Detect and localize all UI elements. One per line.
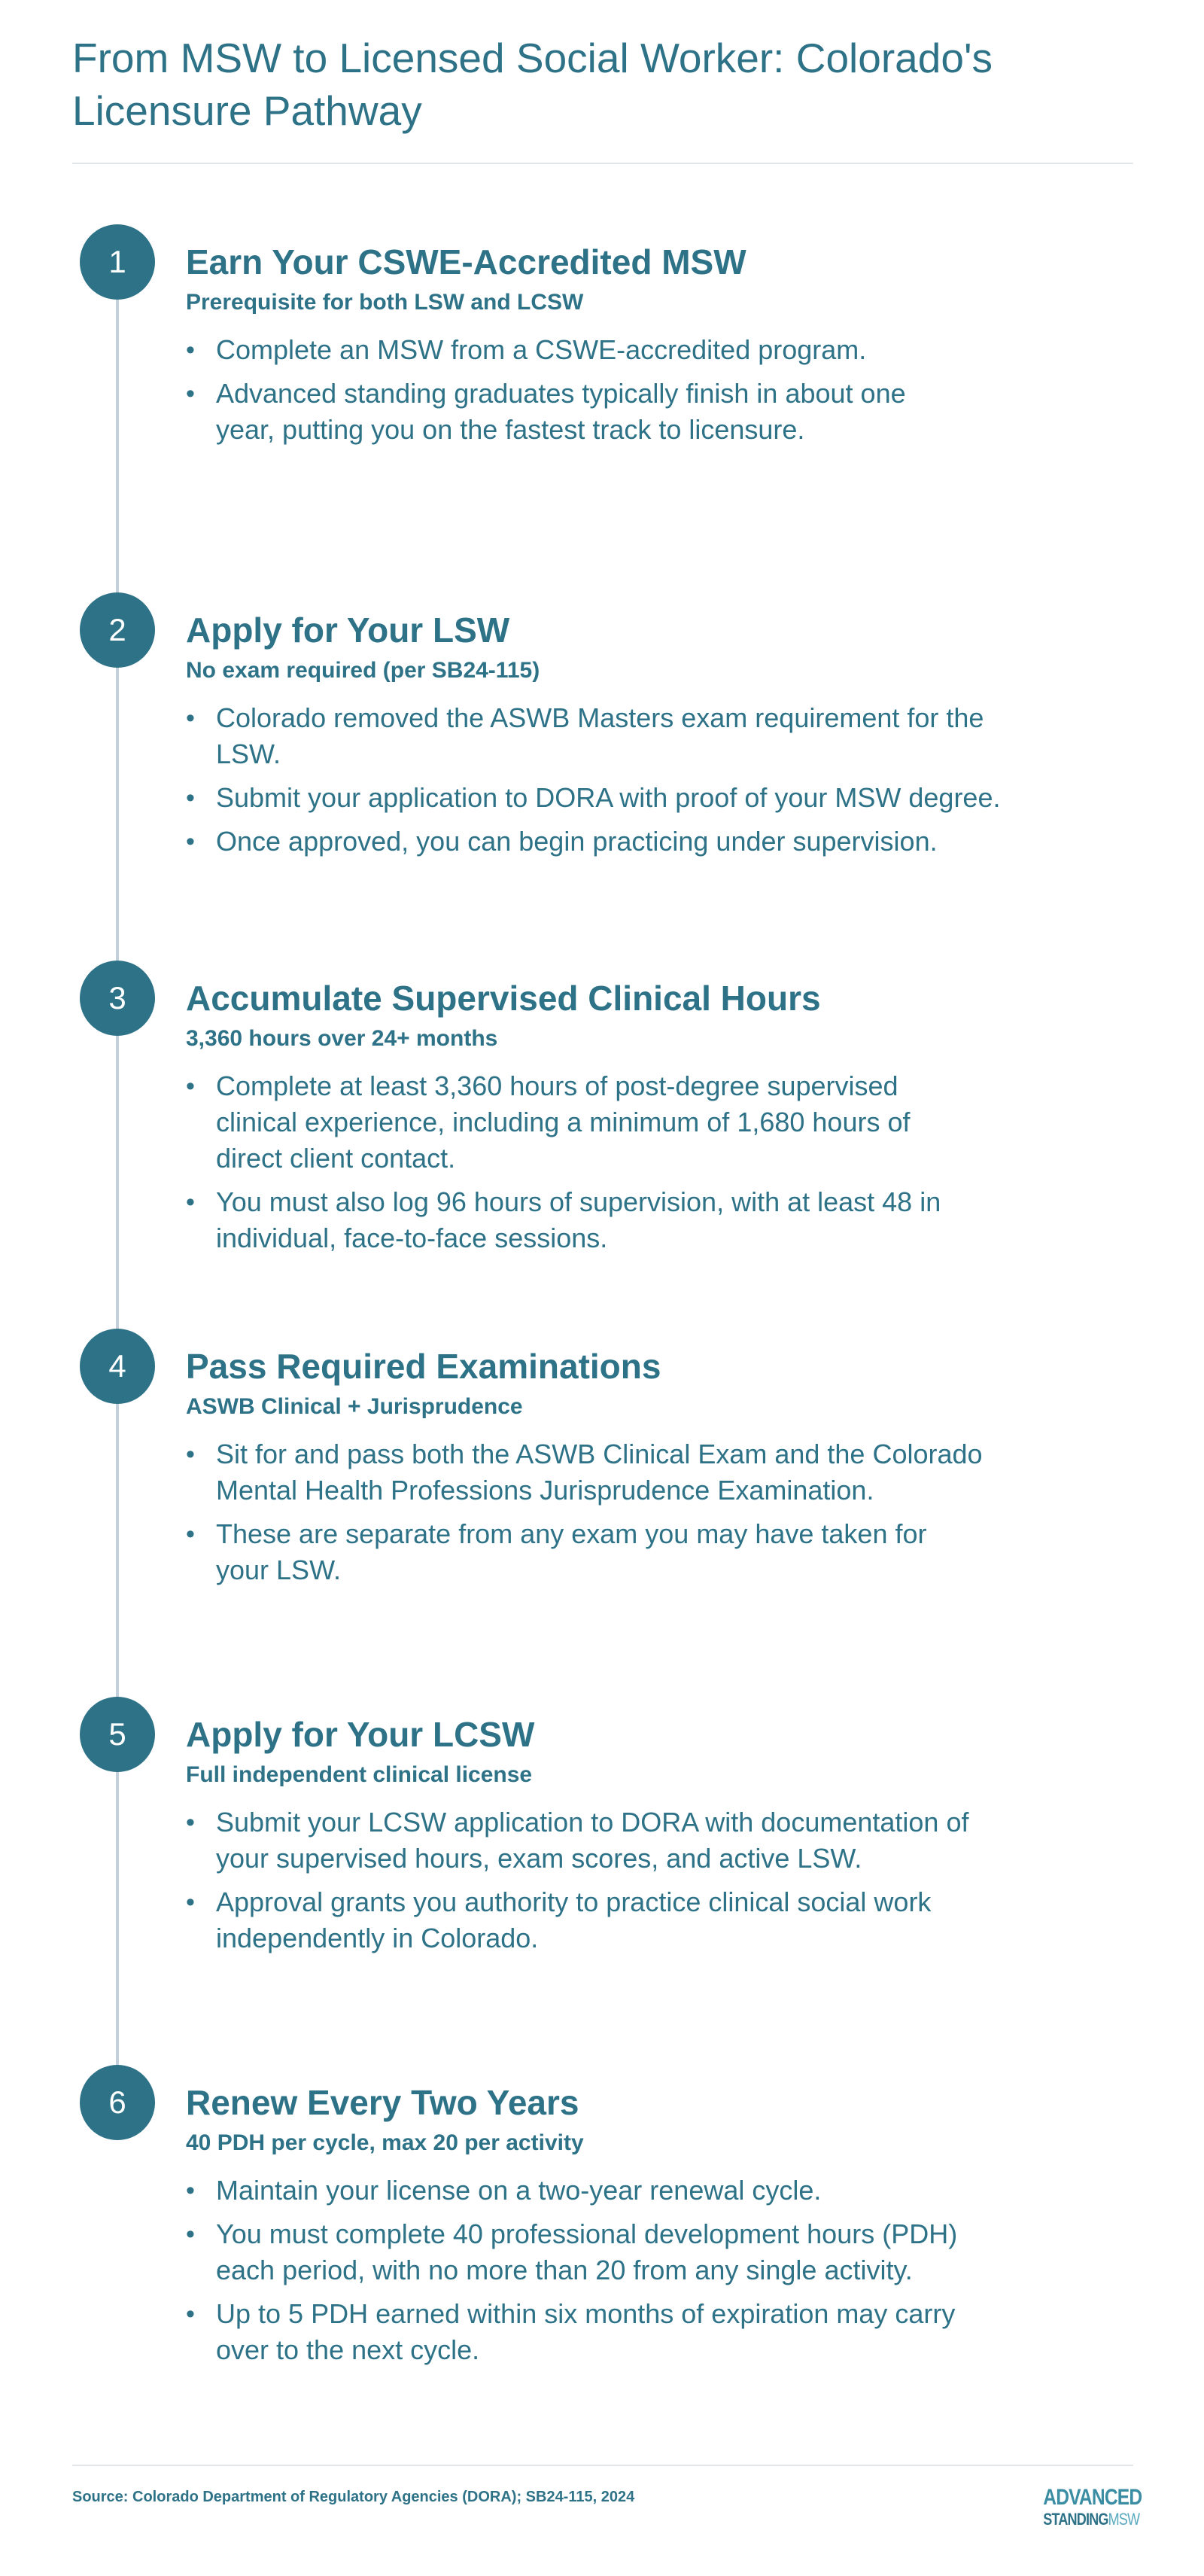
logo-line-1: ADVANCED xyxy=(1043,2485,1142,2510)
bullet-item: • You must also log 96 hours of supervision, with at least 48 in individual, face-to-face sessions. xyxy=(186,1184,968,1256)
step-number-badge: 5 xyxy=(80,1697,155,1772)
page-title: From MSW to Licensed Social Worker: Colorado's Licensure Pathway xyxy=(72,35,993,134)
step-number-badge: 2 xyxy=(80,592,155,668)
bullet-item: • Colorado removed the ASWB Masters exam requirement for the LSW. xyxy=(186,700,1014,772)
bullet-item: • Advanced standing graduates typically finish in about one year, putting you on the fastest track to licensure. xyxy=(186,376,908,448)
bullet-item: • Complete an MSW from a CSWE-accredited program. xyxy=(186,332,908,368)
step-title: Pass Required Examinations xyxy=(186,1347,661,1386)
step-title: Accumulate Supervised Clinical Hours xyxy=(186,979,821,1018)
step-number-badge: 3 xyxy=(80,961,155,1036)
bullet-item: • Sit for and pass both the ASWB Clinical Exam and the Colorado Mental Health Professions Jurisprudence Examination. xyxy=(186,1436,984,1509)
step-bullet-list xyxy=(186,2173,968,2376)
timeline-line xyxy=(116,226,119,2130)
bullet-item: • These are separate from any exam you may have taken for your LSW. xyxy=(186,1516,984,1588)
step-bullet-list xyxy=(186,1804,1014,1964)
source-note: Source: Colorado Department of Regulatory Agencies (DORA); SB24-115, 2024 xyxy=(72,2489,635,2505)
logo-word-standing: STANDING xyxy=(1043,2510,1108,2529)
bullet-item: • Submit your application to DORA with proof of your MSW degree. xyxy=(186,780,1014,816)
step-number-badge: 6 xyxy=(80,2065,155,2140)
step-subtitle: 40 PDH per cycle, max 20 per activity xyxy=(186,2130,584,2155)
step-title: Renew Every Two Years xyxy=(186,2083,579,2122)
step-bullet-list xyxy=(186,700,1014,867)
logo-line-2 xyxy=(1043,2510,1140,2529)
brand-logo xyxy=(1023,2485,1142,2529)
footer-divider xyxy=(72,2465,1133,2466)
bullet-item: • Submit your LCSW application to DORA with documentation of your supervised hours, exam scores, and active LSW. xyxy=(186,1804,1014,1877)
step-subtitle: Full independent clinical license xyxy=(186,1762,533,1787)
bullet-item: • Approval grants you authority to practice clinical social work independently in Colorado. xyxy=(186,1884,1014,1956)
bullet-item: • Maintain your license on a two-year renewal cycle. xyxy=(186,2173,968,2209)
step-bullet-list xyxy=(186,1068,968,1264)
step-bullet-list xyxy=(186,332,908,455)
bullet-item: • Once approved, you can begin practicing under supervision. xyxy=(186,824,1014,860)
header-divider xyxy=(72,163,1133,164)
step-title: Apply for Your LSW xyxy=(186,611,510,650)
step-subtitle: Prerequisite for both LSW and LCSW xyxy=(186,290,584,315)
step-title: Apply for Your LCSW xyxy=(186,1715,535,1754)
logo-word-msw: MSW xyxy=(1108,2510,1140,2529)
step-number-badge: 1 xyxy=(80,224,155,300)
step-subtitle: 3,360 hours over 24+ months xyxy=(186,1026,498,1051)
step-number-badge: 4 xyxy=(80,1329,155,1404)
step-subtitle: ASWB Clinical + Jurisprudence xyxy=(186,1394,523,1419)
step-title: Earn Your CSWE-Accredited MSW xyxy=(186,242,746,282)
step-subtitle: No exam required (per SB24-115) xyxy=(186,658,540,683)
step-bullet-list xyxy=(186,1436,984,1596)
bullet-item: • You must complete 40 professional development hours (PDH) each period, with no more than 20 from any single activity. xyxy=(186,2216,968,2288)
bullet-item: • Complete at least 3,360 hours of post-degree supervised clinical experience, including a minimum of 1,680 hours of direct client contact. xyxy=(186,1068,968,1177)
bullet-item: • Up to 5 PDH earned within six months of expiration may carry over to the next cycle. xyxy=(186,2296,968,2368)
